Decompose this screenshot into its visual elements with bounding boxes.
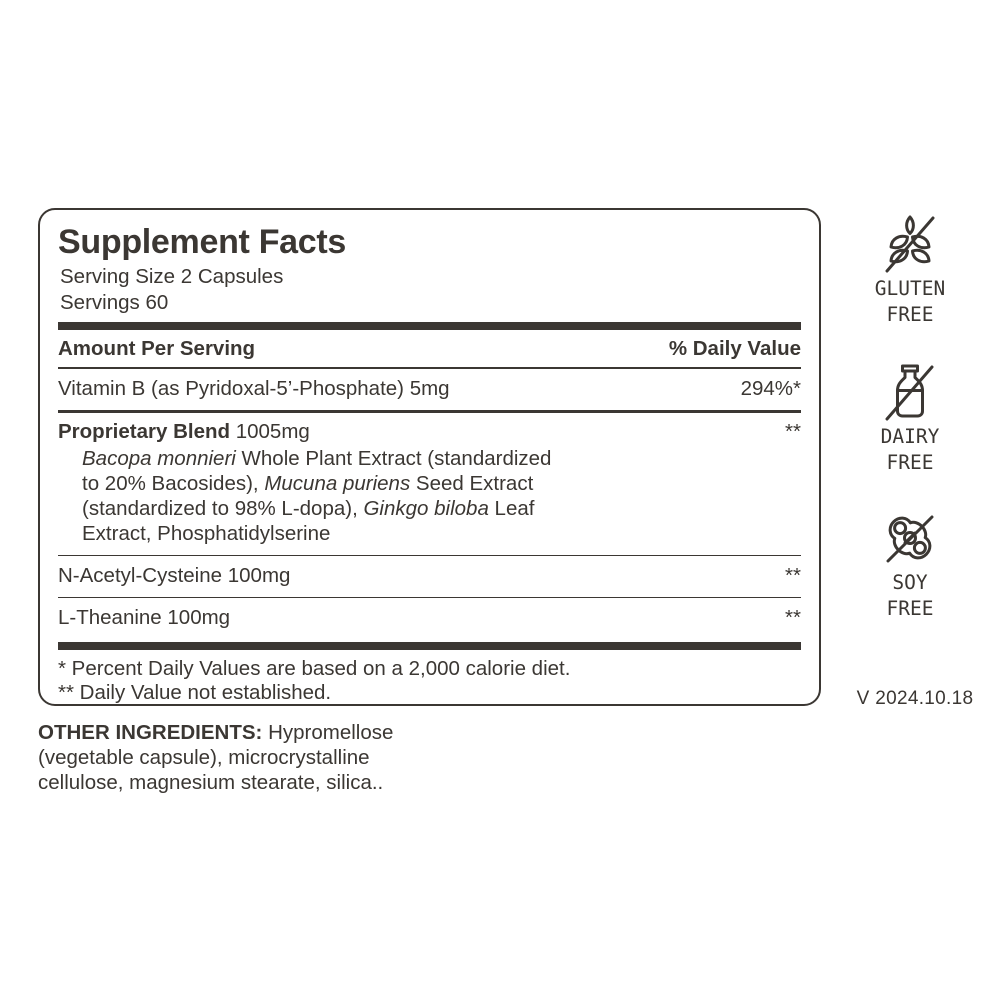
other-ingredients-line: (vegetable capsule), microcrystalline [38,746,370,769]
badge-label: GLUTEN [874,277,946,300]
proprietary-blend-daily-value: ** [785,420,801,443]
other-ingredients-line: OTHER INGREDIENTS: Hypromellose [38,721,394,744]
badge-label: DAIRY [880,425,940,448]
blend-description-line: (standardized to 98% L-dopa), Ginkgo biloba Leaf [82,497,535,520]
other-ingredients-label: OTHER INGREDIENTS: [38,721,263,744]
l-theanine-daily-value: ** [785,606,801,629]
soy-free-badge [835,506,985,622]
serving-size-text: Serving Size 2 Capsules [60,265,284,288]
badge-label: FREE [886,597,934,620]
gluten-free-icon [835,212,985,276]
soy-free-icon [835,506,985,570]
table-row [58,556,801,598]
thick-divider-bottom [58,642,801,650]
footnote-not-established: ** Daily Value not established. [58,680,332,704]
dairy-free-badge [835,360,985,476]
table-row [58,369,801,413]
blend-description-line: Extract, Phosphatidylserine [82,522,331,545]
footnotes [58,650,801,706]
badge-label: SOY [892,571,928,594]
version-text: V 2024.10.18 [856,688,974,709]
other-ingredients [38,720,458,795]
table-header-row [58,330,801,369]
proprietary-blend-name: Proprietary Blend 1005mg [58,420,310,443]
footnote-daily-values: * Percent Daily Values are based on a 2,000 calorie diet. [58,657,571,680]
dairy-free-icon [835,360,985,424]
supplement-facts-panel [38,208,821,706]
servings-count-text: Servings 60 [60,291,169,314]
blend-description-line: Bacopa monnieri Whole Plant Extract (standardized [82,447,552,470]
other-ingredients-line: cellulose, magnesium stearate, silica.. [38,771,384,794]
thick-divider-top [58,322,801,330]
table-row [58,598,801,639]
l-theanine-name: L-Theanine 100mg [58,606,231,629]
amount-per-serving-header: Amount Per Serving [58,337,256,360]
badge-label: FREE [886,303,934,326]
proprietary-blend-description [82,445,801,555]
nac-daily-value: ** [785,564,801,587]
proprietary-blend-section [58,413,801,556]
panel-title: Supplement Facts [58,223,347,261]
badge-label: FREE [886,451,934,474]
table-row [58,413,801,445]
gluten-free-badge [835,212,985,328]
vitamin-b-daily-value: 294%* [740,377,801,400]
blend-description-line: to 20% Bacosides), Mucuna puriens Seed Extract [82,472,534,495]
daily-value-header: % Daily Value [668,337,801,360]
nac-name: N-Acetyl-Cysteine 100mg [58,564,291,587]
vitamin-b-name: Vitamin B (as Pyridoxal-5’-Phosphate) 5mg [58,377,450,400]
